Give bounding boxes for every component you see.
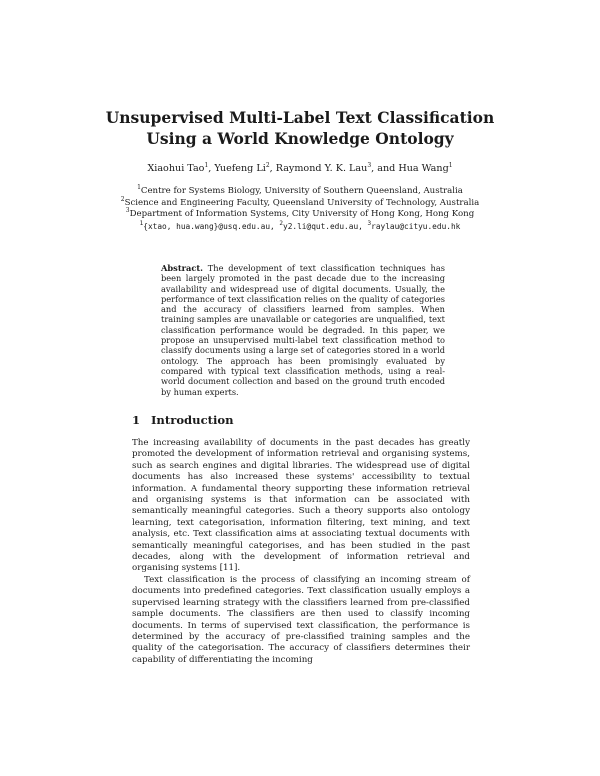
author-separator: ,: [208, 163, 215, 174]
author-affiliation-marker: 3: [367, 162, 372, 169]
author-name: Hua Wang: [398, 163, 449, 174]
affiliation-line: [0, 195, 600, 210]
affiliation-block: [0, 186, 600, 232]
paper-title: [0, 107, 600, 149]
email-address[interactable]: y2.li@qut.edu.au: [283, 221, 359, 231]
author-affiliation-marker: 1: [448, 162, 453, 169]
section-body: [132, 438, 470, 666]
affiliation-marker: 2: [120, 195, 125, 203]
affiliation-text: Science and Engineering Faculty, Queensland University of Technology, Australia: [124, 197, 480, 208]
author-name: Yuefeng Li: [214, 163, 266, 174]
author-separator: , and: [371, 163, 399, 174]
author-name: Raymond Y. K. Lau: [275, 163, 368, 174]
affiliation-marker: 1: [137, 184, 141, 191]
body-paragraph: Text classification is the process of classifying an incoming stream of documents into predefined categories. Text classification usually employs a supervised learning strategy with the classifiers learned from pre-classified sample documents. The classifiers are then used to classify incoming documents. In terms of supervised text classification, the performance is determined by the accuracy of pre-classified training samples and the quality of the categorisation. The accuracy of classifiers determines their capability of differentiating the incoming: [132, 574, 470, 665]
affiliation-line: [0, 186, 600, 198]
body-paragraph: The increasing availability of documents in the past decades has greatly promoted the development of information retrieval and organising systems, such as search engines and digital libraries. The widespread use of digital documents has also increased these systems' accessibility to textual information. A fundamental theory supporting these information retrieval and organising systems is that information can be associated with semantically meaningful categories. Such a theory supports also ontology learning, text categorisation, information filtering, text mining, and text analysis, etc. Text classification aims at associating textual documents with semantically meaningful categorises, and has been studied in the past decades, along with the development of information retrieval and organising systems [11].: [132, 438, 470, 574]
affiliation-text: Centre for Systems Biology, University of Southern Queensland, Australia: [140, 186, 463, 196]
email-marker: 3: [367, 219, 372, 227]
author-affiliation-marker: 2: [265, 162, 270, 169]
email-line: $^1${xtao, hua.wang}@usq.edu.au, $^2$y2.li@qut.edu.au, $^3$raylau@cityu.edu.hk: [139, 219, 461, 231]
affiliation-text: Department of Information Systems, City University of Hong Kong, Hong Kong: [129, 209, 475, 220]
email-marker: 2: [279, 219, 284, 227]
paper-title-line-1: Unsupervised Multi-Label Text Classification: [105, 108, 495, 127]
affiliation-marker: 3: [125, 207, 130, 215]
affiliation-line: [0, 209, 600, 221]
author-name: Xiaohui Tao: [147, 163, 205, 174]
email-marker: 1: [139, 219, 144, 227]
abstract-text: The development of text classification techniques has been largely promoted in the past decade due to the increasing availability and widespread use of digital documents. Usually, the performance of text classification relies on the quality of categories and the accuracy of classifiers learned from samples. When training samples are unavailable or categories are unqualified, text classification performance would be degraded. In this paper, we propose an unsupervised multi-label text classification method to classify documents using a large set of categories stored in a world ontology. The approach has been promisingly evaluated by compared with typical text classification methods, using a real-world document collection and based on the ground truth encoded by human experts.: [161, 263, 445, 397]
email-address[interactable]: {xtao, hua.wang}@usq.edu.au: [143, 221, 271, 231]
section-number: 1: [132, 413, 141, 427]
section-heading: [132, 413, 234, 427]
abstract: [161, 263, 445, 397]
author-separator: ,: [269, 163, 276, 174]
section-title: Introduction: [151, 413, 234, 427]
abstract-label: Abstract.: [161, 263, 204, 273]
author-affiliation-marker: 1: [204, 162, 209, 169]
author-list: [0, 163, 600, 174]
paper-title-line-2: Using a World Knowledge Ontology: [146, 129, 454, 148]
email-address[interactable]: raylau@cityu.edu.hk: [371, 221, 461, 231]
